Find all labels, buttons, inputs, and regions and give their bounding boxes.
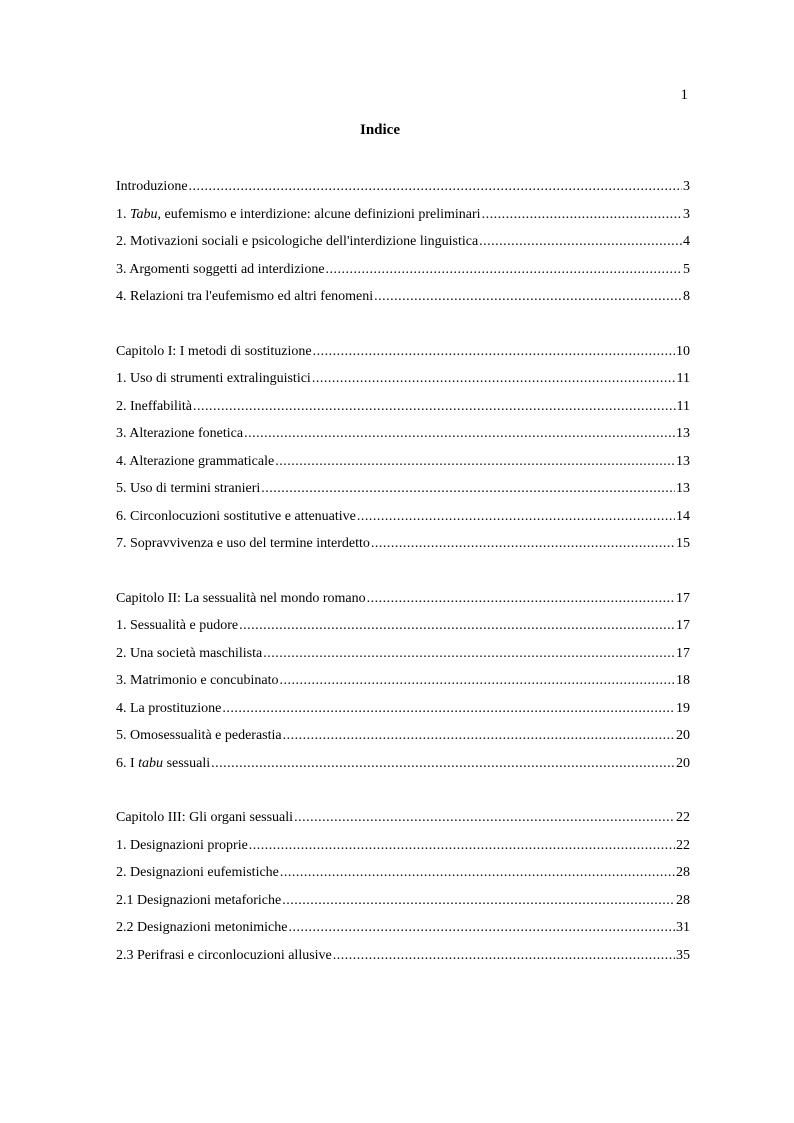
dot-leader — [371, 535, 675, 553]
toc-entry[interactable] — [116, 370, 690, 398]
dot-leader — [312, 370, 676, 388]
toc-entry-page: 19 — [676, 700, 690, 716]
toc-entry-title — [116, 947, 332, 965]
toc-entry-title-text: 2. Motivazioni sociali e psicologiche dell'interdizione linguistica — [116, 234, 479, 249]
toc-entry-title-text: 3. Argomenti soggetti ad interdizione — [116, 261, 325, 277]
toc-entry-title — [116, 919, 287, 937]
toc-entry-title-text: 3. Alterazione fonetica — [116, 426, 244, 441]
toc-entry-page: 4 — [683, 234, 690, 249]
toc-entry-page: 28 — [676, 865, 690, 880]
table-of-contents — [116, 178, 690, 974]
toc-entry[interactable] — [116, 892, 690, 920]
toc-entry-title — [116, 535, 370, 553]
toc-entry-title-italic: Tabu — [130, 206, 158, 222]
toc-entry-title — [116, 206, 481, 224]
toc-entry-title-text: 2.2 Designazioni metonimiche — [116, 920, 288, 935]
toc-entry-title-text: 4. La prostituzione — [116, 700, 222, 716]
toc-entry-page: 17 — [676, 590, 690, 606]
dot-leader — [283, 727, 675, 745]
toc-entry[interactable] — [116, 206, 690, 234]
toc-entry[interactable] — [116, 672, 690, 700]
toc-entry-title-text: 2. Una società maschilista — [116, 645, 263, 661]
toc-entry-title — [116, 672, 279, 690]
toc-entry-page: 35 — [676, 947, 690, 963]
dot-leader — [333, 947, 675, 965]
dot-leader — [479, 233, 682, 251]
toc-entry-title — [116, 178, 188, 196]
toc-entry-page: 17 — [676, 618, 690, 633]
toc-entry[interactable] — [116, 755, 690, 783]
toc-entry[interactable] — [116, 645, 690, 673]
toc-entry-page: 13 — [676, 481, 690, 496]
toc-entry-title-text: 2. Designazioni eufemistiche — [116, 865, 279, 880]
toc-entry[interactable] — [116, 508, 690, 536]
toc-entry-page: 22 — [676, 810, 690, 825]
toc-entry[interactable] — [116, 837, 690, 865]
toc-entry-title-text: 1. Sessualità e pudore — [116, 618, 239, 633]
toc-entry-title-text: 5. Omosessualità e pederastia — [116, 728, 282, 743]
dot-leader — [222, 700, 675, 718]
toc-entry-title-text: 7. Sopravvivenza e uso del termine interdetto — [116, 536, 370, 551]
toc-entry-title — [116, 837, 248, 855]
toc-entry-title-text: 4. Alterazione grammaticale — [116, 453, 275, 469]
toc-entry-page: 10 — [676, 343, 690, 359]
dot-leader — [189, 178, 682, 196]
toc-entry-title — [116, 398, 192, 416]
toc-title: Indice — [359, 122, 400, 138]
toc-entry-title — [116, 480, 260, 498]
toc-entry-title-text: Introduzione — [116, 179, 188, 194]
toc-entry-page: 20 — [676, 728, 690, 743]
dot-leader — [275, 453, 675, 471]
toc-entry-title-suffix: sessuali — [163, 755, 211, 771]
toc-entry-title — [116, 233, 478, 251]
toc-entry-title — [116, 617, 238, 635]
toc-entry-title-text: 1. Uso di strumenti extralinguistici — [116, 371, 311, 386]
dot-leader — [294, 809, 675, 827]
toc-entry-title — [116, 508, 356, 526]
toc-entry-title — [116, 343, 312, 361]
toc-entry[interactable] — [116, 617, 690, 645]
toc-entry-title-italic: tabu — [138, 755, 164, 771]
toc-entry-title — [116, 727, 282, 745]
toc-entry-title — [116, 453, 274, 471]
toc-entry-title — [116, 590, 366, 608]
toc-entry-page: 28 — [676, 892, 690, 908]
toc-entry-page: 13 — [676, 426, 690, 441]
toc-entry[interactable] — [116, 809, 690, 837]
dot-leader — [282, 892, 675, 910]
dot-leader — [313, 343, 675, 361]
toc-entry[interactable] — [116, 425, 690, 453]
toc-entry-page: 17 — [676, 645, 690, 661]
toc-entry-title — [116, 288, 373, 306]
toc-entry-title — [116, 261, 325, 279]
toc-entry-title-text: 2. Ineffabilità — [116, 398, 192, 414]
toc-entry-title-text: Capitolo III: Gli organi sessuali — [116, 810, 294, 825]
toc-entry-title — [116, 425, 243, 443]
dot-leader — [280, 864, 675, 882]
toc-entry[interactable] — [116, 233, 690, 261]
toc-entry[interactable] — [116, 178, 690, 206]
dot-leader — [357, 508, 675, 526]
toc-entry-page: 11 — [676, 398, 690, 414]
toc-entry-page: 8 — [683, 289, 690, 304]
page-number: 1 — [680, 87, 688, 103]
dot-leader — [244, 425, 675, 443]
toc-entry-title — [116, 755, 210, 773]
toc-entry[interactable] — [116, 727, 690, 755]
toc-entry-title — [116, 892, 281, 910]
dot-leader — [263, 645, 675, 663]
toc-entry[interactable] — [116, 864, 690, 892]
toc-entry-title — [116, 700, 221, 718]
dot-leader — [326, 261, 682, 279]
dot-leader — [482, 206, 682, 224]
toc-section — [116, 178, 690, 316]
toc-entry[interactable] — [116, 947, 690, 975]
toc-entry[interactable] — [116, 919, 690, 947]
toc-entry-title-text: 2.3 Perifrasi e circonlocuzioni allusive — [116, 947, 332, 963]
toc-entry-page: 14 — [676, 508, 690, 524]
toc-entry-title-text: Capitolo I: I metodi di sostituzione — [116, 343, 312, 359]
dot-leader — [374, 288, 682, 306]
toc-entry[interactable] — [116, 480, 690, 508]
toc-entry-page: 20 — [676, 755, 690, 771]
toc-entry-title-text: 4. Relazioni tra l'eufemismo ed altri fenomeni — [116, 289, 374, 304]
toc-entry[interactable] — [116, 343, 690, 371]
toc-entry-title-text: 6. Circonlocuzioni sostitutive e attenuative — [116, 508, 356, 524]
toc-entry-page: 15 — [676, 536, 690, 551]
toc-entry-title-text: 1. — [116, 206, 130, 222]
toc-entry-page: 5 — [683, 261, 690, 277]
toc-section — [116, 809, 690, 974]
toc-entry-page: 18 — [676, 673, 690, 688]
toc-entry-title-text: 2.1 Designazioni metaforiche — [116, 892, 282, 908]
toc-entry-page: 31 — [676, 920, 690, 935]
toc-entry-page: 11 — [676, 371, 690, 386]
toc-entry-title-text: 5. Uso di termini stranieri — [116, 481, 261, 496]
toc-entry-page: 13 — [676, 453, 690, 469]
toc-entry-page: 3 — [683, 179, 690, 194]
dot-leader — [193, 398, 676, 416]
toc-entry-title — [116, 370, 311, 388]
toc-entry[interactable] — [116, 261, 690, 289]
dot-leader — [239, 617, 675, 635]
dot-leader — [367, 590, 675, 608]
dot-leader — [288, 919, 675, 937]
toc-entry-title — [116, 864, 279, 882]
toc-entry-title-text: 6. I — [116, 755, 139, 771]
toc-section — [116, 590, 690, 783]
toc-entry-page: 3 — [683, 206, 690, 222]
toc-entry-title-text: Capitolo II: La sessualità nel mondo romano — [116, 590, 366, 606]
toc-section — [116, 343, 690, 563]
toc-entry-title — [116, 809, 293, 827]
toc-entry[interactable] — [116, 453, 690, 481]
dot-leader — [211, 755, 675, 773]
dot-leader — [280, 672, 675, 690]
toc-entry-title-text: 1. Designazioni proprie — [116, 837, 248, 853]
toc-entry[interactable] — [116, 398, 690, 426]
toc-entry-title-text: 3. Matrimonio e concubinato — [116, 673, 279, 688]
toc-entry[interactable] — [116, 288, 690, 316]
toc-entry[interactable] — [116, 590, 690, 618]
dot-leader — [261, 480, 675, 498]
toc-entry-title-suffix: , eufemismo e interdizione: alcune definizioni preliminari — [157, 206, 481, 222]
toc-entry[interactable] — [116, 535, 690, 563]
toc-entry-page: 22 — [676, 837, 690, 853]
toc-entry[interactable] — [116, 700, 690, 728]
toc-entry-title — [116, 645, 262, 663]
dot-leader — [249, 837, 675, 855]
